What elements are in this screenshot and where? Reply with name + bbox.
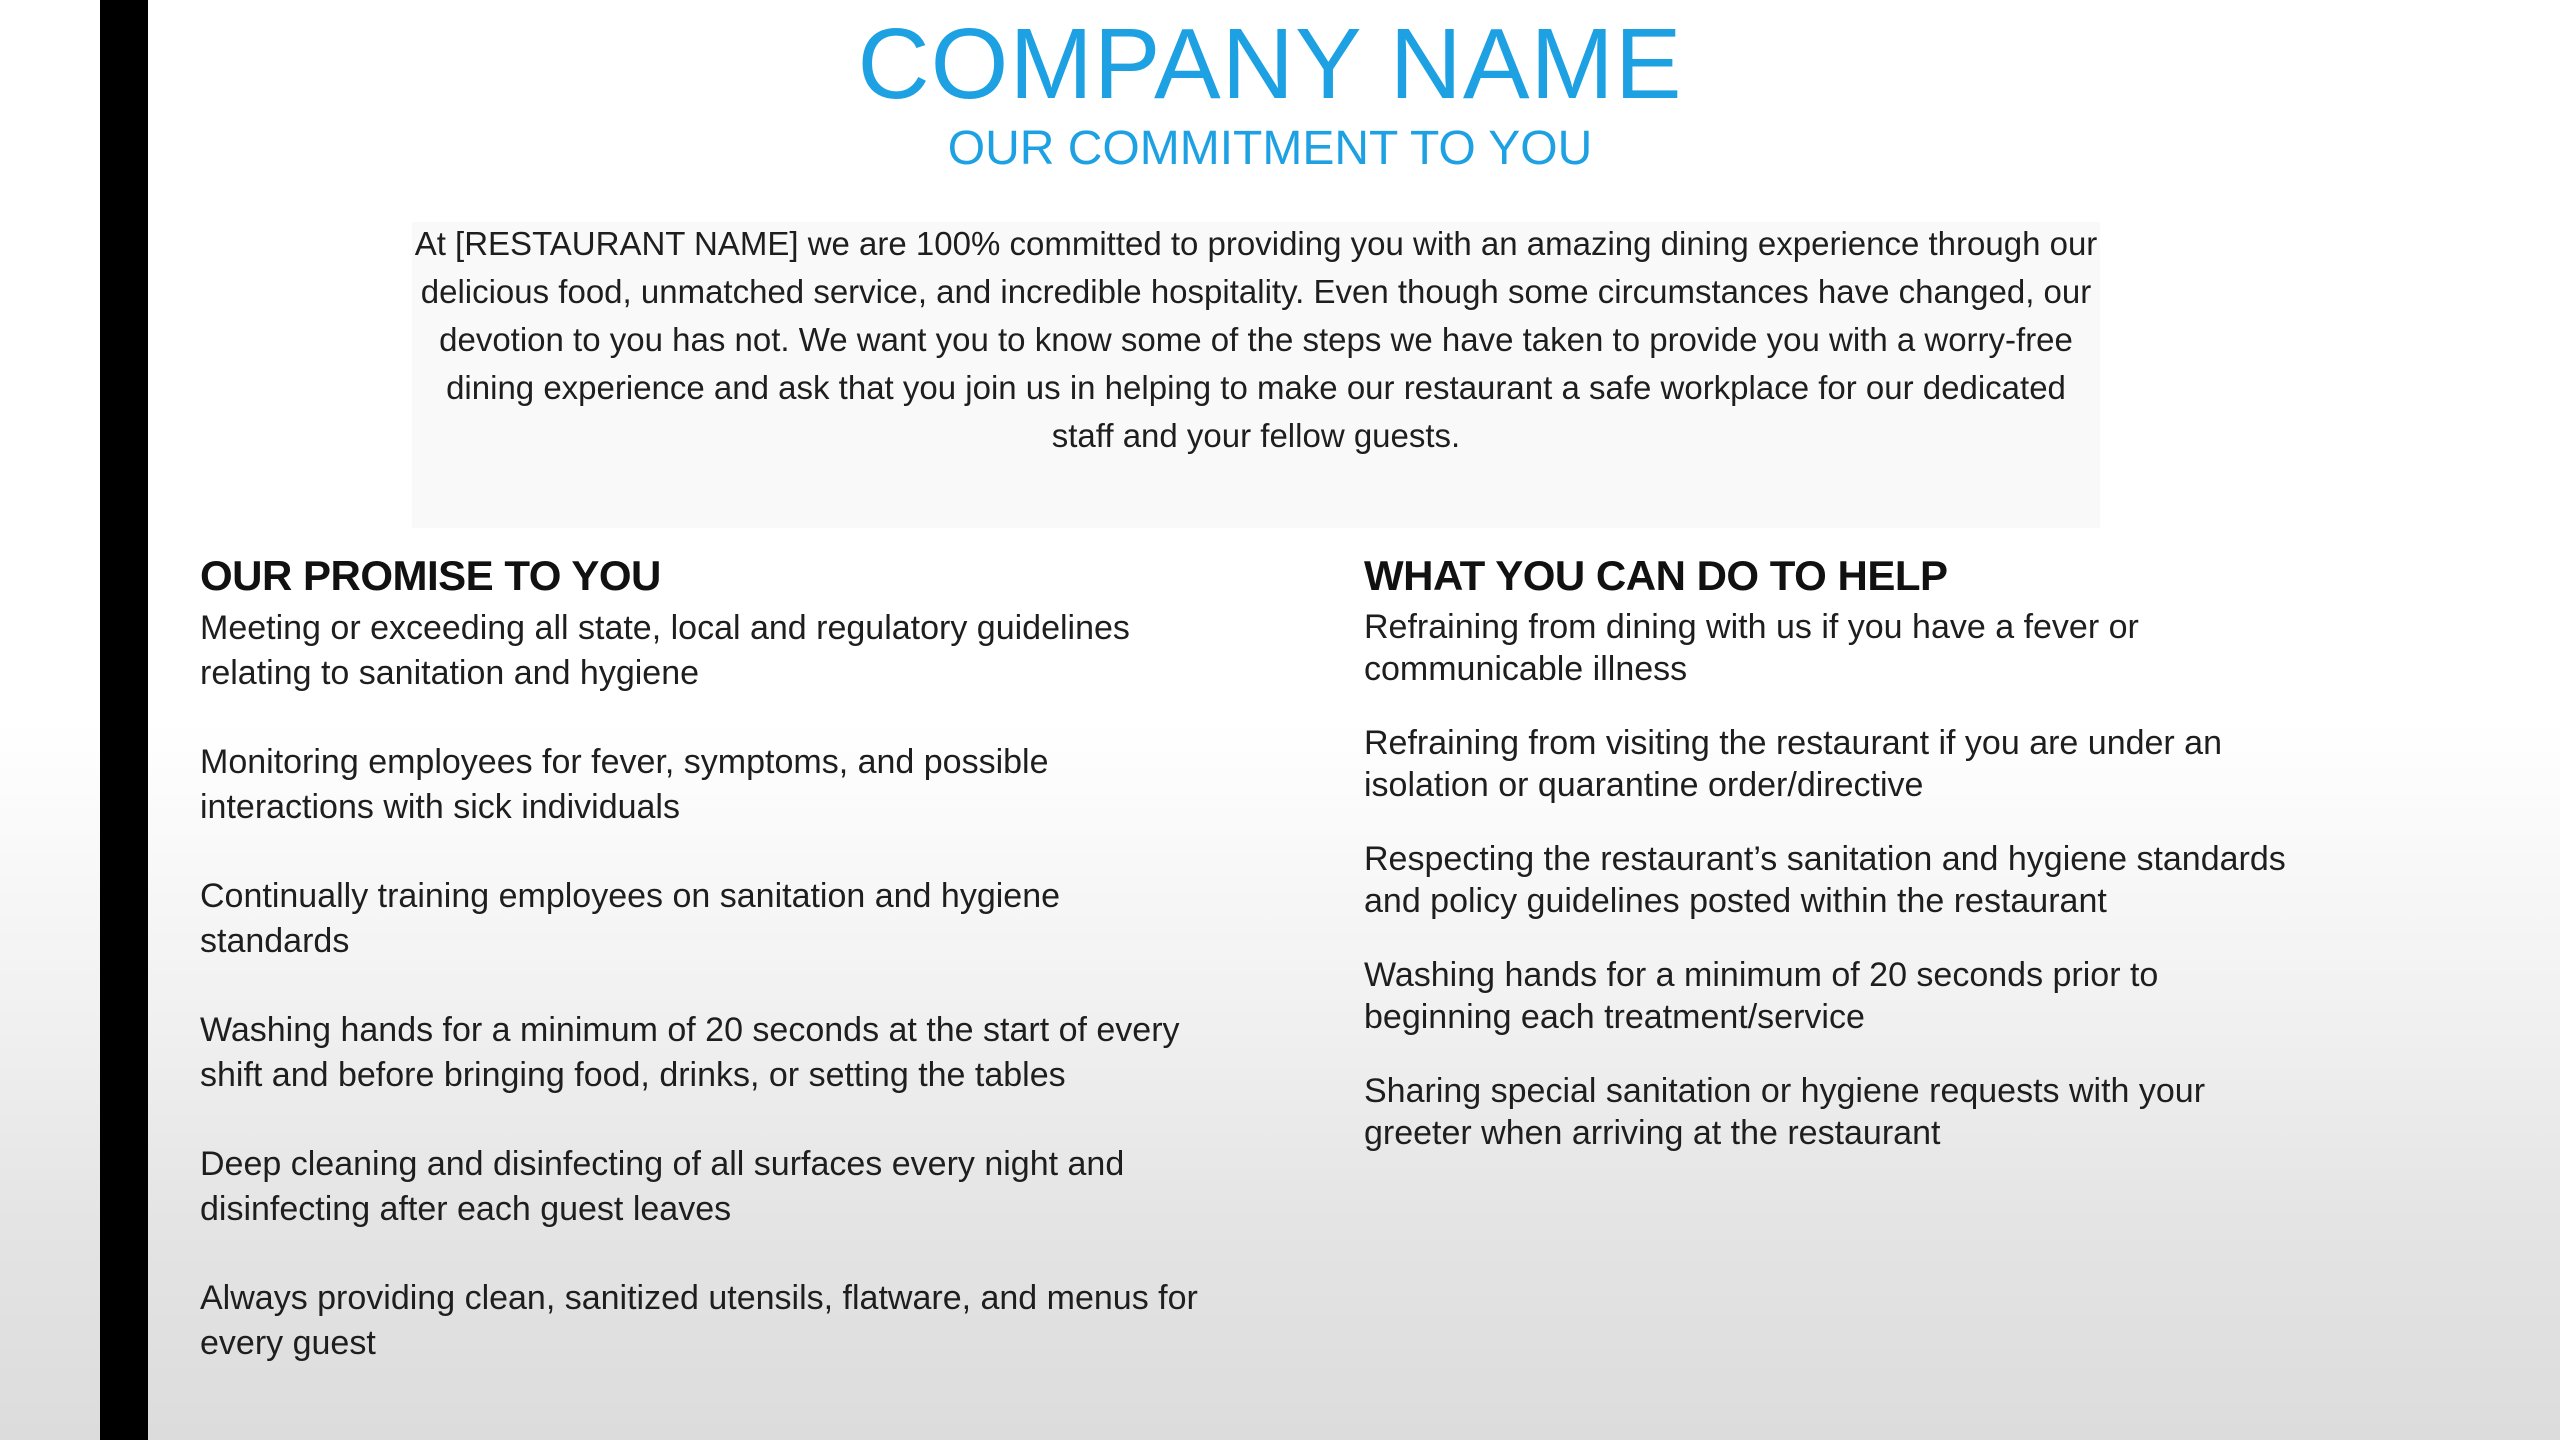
promise-heading: OUR PROMISE TO YOU xyxy=(200,552,661,599)
left-margin xyxy=(0,0,100,1440)
promise-list xyxy=(200,606,1200,1366)
help-item: Sharing special sanitation or hygiene requests with your greeter when arriving at the restaurant xyxy=(1364,1072,2206,1152)
promise-item: Always providing clean, sanitized utensils, flatware, and menus for every guest xyxy=(200,1279,1198,1362)
promise-item: Meeting or exceeding all state, local and regulatory guidelines relating to sanitation and hygiene xyxy=(200,609,1130,692)
help-item: Refraining from visiting the restaurant if you are under an isolation or quarantine order/directive xyxy=(1364,724,2223,804)
promise-item: Monitoring employees for fever, symptoms, and possible interactions with sick individuals xyxy=(200,743,1049,826)
commitment-subtitle: OUR COMMITMENT TO YOU xyxy=(947,122,1593,175)
intro-paragraph: At [RESTAURANT NAME] we are 100% committed to providing you with an amazing dining experience through our delicious food, unmatched service, and incredible hospitality. Even though some circumstances have changed, our devotion to you has not. We want you to know some of the steps we have taken to provide you with a worry-free dining experience and ask that you join us in helping to make our restaurant a safe workplace for our dedicated staff and your fellow guests. xyxy=(414,225,2098,454)
help-item: Washing hands for a minimum of 20 seconds prior to beginning each treatment/service xyxy=(1364,956,2159,1036)
help-item: Refraining from dining with us if you have a fever or communicable illness xyxy=(1364,608,2139,688)
promise-item: Deep cleaning and disinfecting of all surfaces every night and disinfecting after each guest leaves xyxy=(200,1145,1125,1228)
help-list xyxy=(1364,606,2314,1154)
company-name-title: COMPANY NAME xyxy=(857,8,1683,120)
promise-item: Continually training employees on sanitation and hygiene standards xyxy=(200,877,1061,960)
promise-item: Washing hands for a minimum of 20 seconds at the start of every shift and before bringing food, drinks, or setting the tables xyxy=(200,1011,1180,1094)
help-heading: WHAT YOU CAN DO TO HELP xyxy=(1364,552,1948,599)
left-black-bar xyxy=(100,0,148,1440)
help-column xyxy=(1364,548,2314,1186)
help-item: Respecting the restaurant’s sanitation and hygiene standards and policy guidelines posted within the restaurant xyxy=(1364,840,2286,920)
promise-column xyxy=(200,548,1200,1410)
